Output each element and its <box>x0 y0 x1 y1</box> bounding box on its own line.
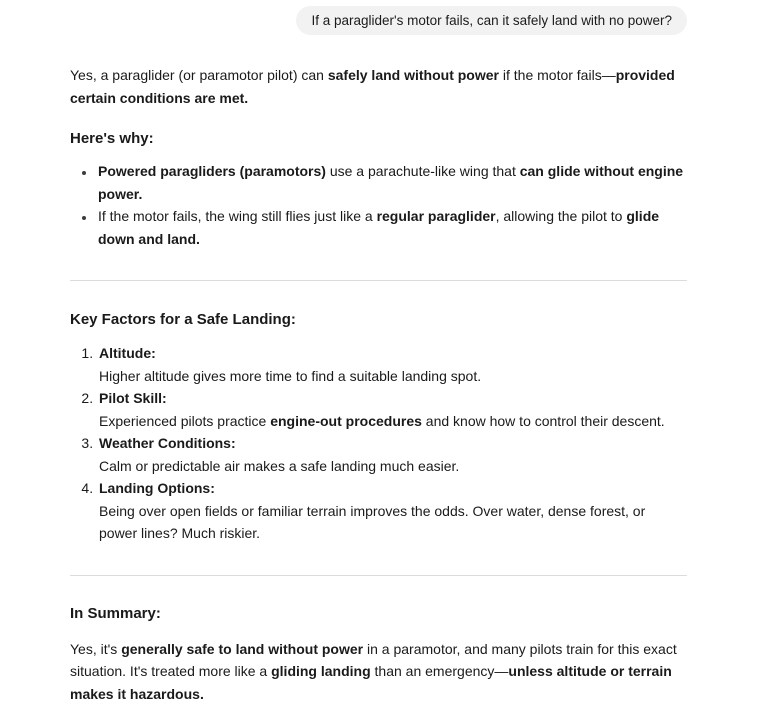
item-description: Experienced pilots practice engine-out procedures and know how to control their descent. <box>99 410 687 433</box>
item-description: Calm or predictable air makes a safe landing much easier. <box>99 455 687 478</box>
numbered-item <box>97 432 687 477</box>
factors-heading: Key Factors for a Safe Landing: <box>70 309 687 331</box>
numbered-item <box>97 387 687 432</box>
why-bullet-list <box>70 160 687 250</box>
conversation-column <box>70 0 687 705</box>
item-description: Higher altitude gives more time to find a suitable landing spot. <box>99 365 687 388</box>
intro-paragraph: Yes, a paraglider (or paramotor pilot) can safely land without power if the motor fails—provided certain conditions are met. <box>70 64 687 109</box>
summary-heading: In Summary: <box>70 603 687 625</box>
user-message-bubble: If a paraglider's motor fails, can it safely land with no power? <box>296 6 687 35</box>
factors-numbered-list <box>70 342 687 545</box>
divider <box>70 575 687 576</box>
numbered-item <box>97 477 687 545</box>
item-term: 1. Altitude: <box>99 342 687 365</box>
why-heading: Here's why: <box>70 128 687 150</box>
item-term: 3. Weather Conditions: <box>99 432 687 455</box>
bullet-item: • Powered paragliders (paramotors) use a parachute-like wing that can glide without engine power. <box>96 160 687 205</box>
summary-paragraph: Yes, it's generally safe to land without power in a paramotor, and many pilots train for this exact situation. It's treated more like a gliding landing than an emergency—unless altitude or terrain makes it hazardous. <box>70 638 687 705</box>
item-description: Being over open fields or familiar terrain improves the odds. Over water, dense forest, or power lines? Much riskier. <box>99 500 687 545</box>
bullet-item: • If the motor fails, the wing still flies just like a regular paraglider, allowing the pilot to glide down and land. <box>96 205 687 250</box>
numbered-item <box>97 342 687 387</box>
user-message-row <box>70 6 687 35</box>
item-term: 2. Pilot Skill: <box>99 387 687 410</box>
item-term: 4. Landing Options: <box>99 477 687 500</box>
divider <box>70 280 687 281</box>
assistant-response <box>70 35 687 705</box>
